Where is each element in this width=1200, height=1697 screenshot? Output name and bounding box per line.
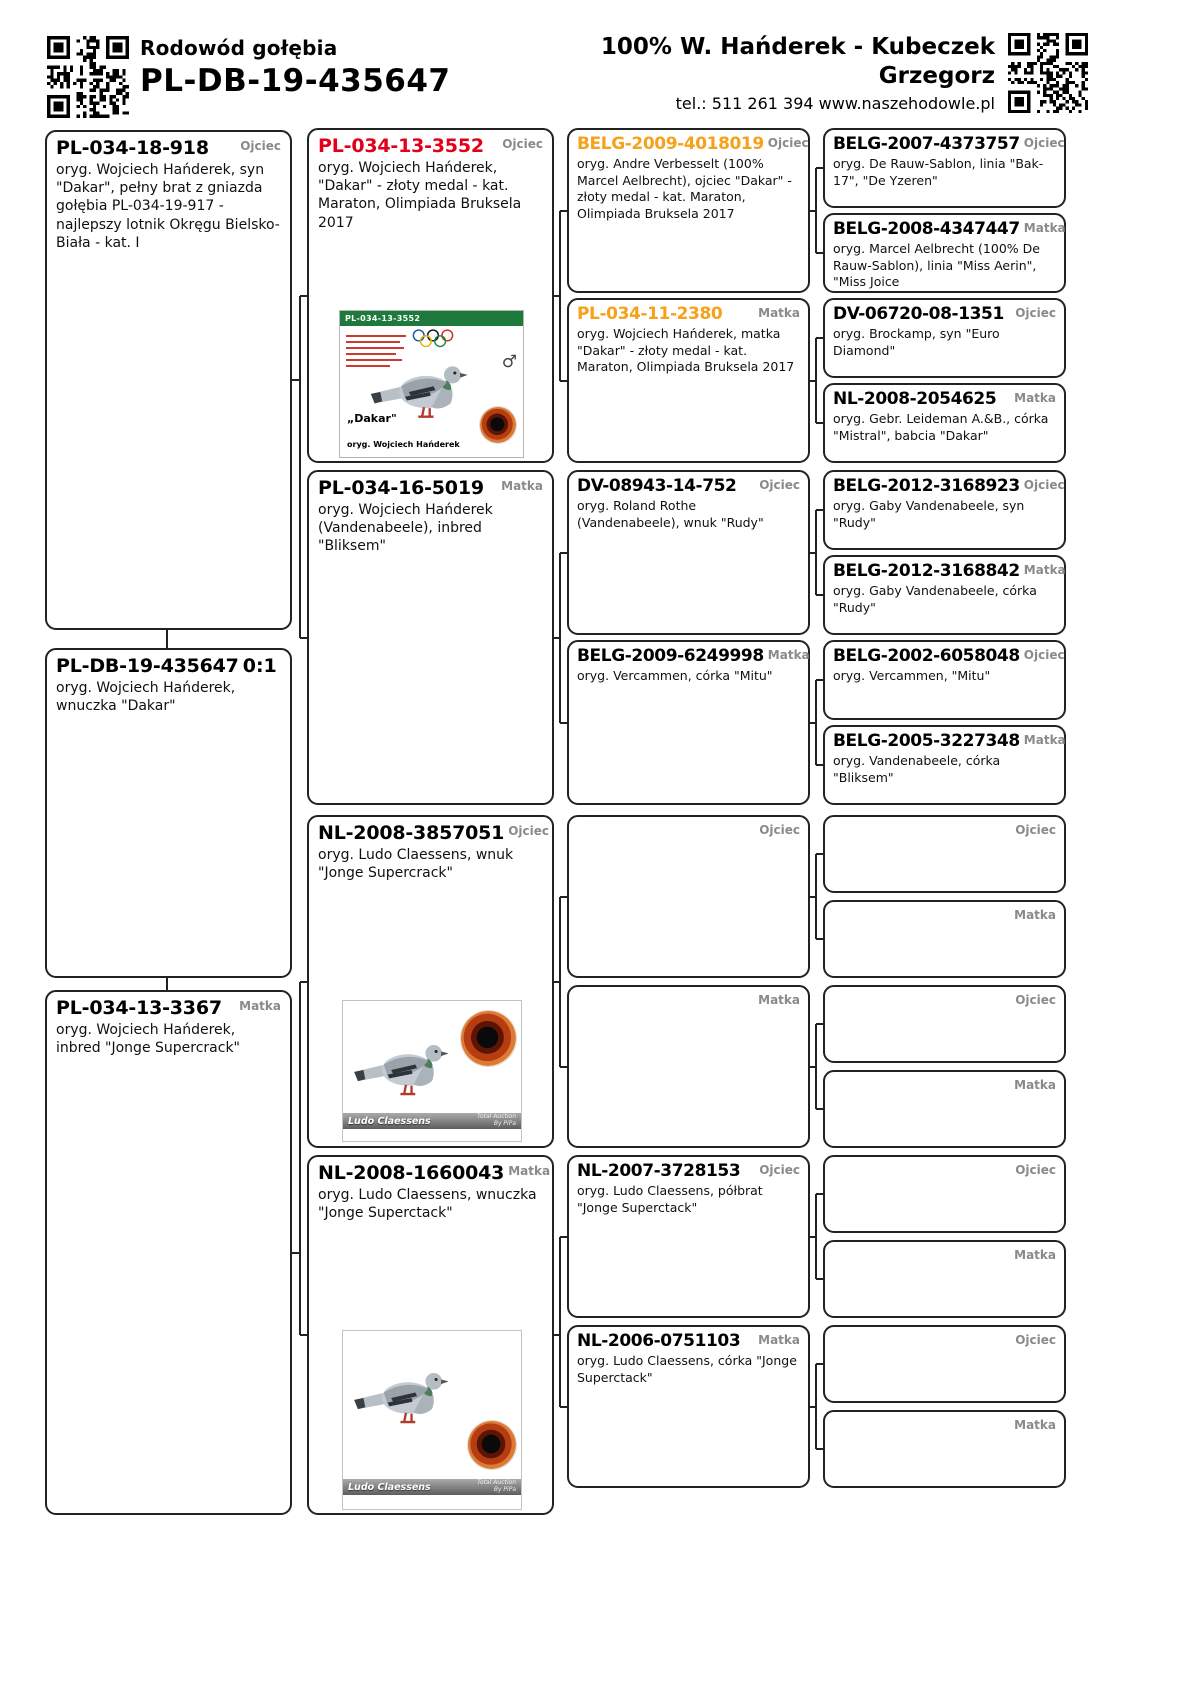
pigeon-photo-card bbox=[339, 310, 524, 458]
pigeon-description: oryg. Gaby Vandenabeele, córka "Rudy" bbox=[833, 583, 1037, 615]
ring-number: PL-034-18-918 bbox=[56, 137, 209, 159]
role-label: Ojciec bbox=[759, 823, 800, 837]
pedigree-box-g3-1 bbox=[567, 128, 810, 293]
pedigree-box-g2-1 bbox=[307, 128, 554, 463]
pigeon-description: oryg. Brockamp, syn "Euro Diamond" bbox=[833, 326, 1000, 358]
pedigree-box-subject bbox=[45, 648, 292, 978]
ring-number: BELG-2008-4347447 bbox=[833, 219, 1020, 239]
pigeon-description: oryg. Ludo Claessens, wnuczka "Jonge Superctack" bbox=[318, 1187, 537, 1222]
photo-brand-bar bbox=[343, 1479, 521, 1495]
pigeon-photo bbox=[347, 1033, 465, 1107]
pigeon-photo-card bbox=[342, 1000, 522, 1142]
role-label: Ojciec bbox=[1015, 1163, 1056, 1177]
role-label: Matka bbox=[239, 999, 281, 1013]
pigeon-description: oryg. Wojciech Hańderek, inbred "Jonge Supercrack" bbox=[56, 1022, 240, 1057]
pigeon-description: oryg. Ludo Claessens, półbrat "Jonge Superctack" bbox=[577, 1183, 763, 1215]
pedigree-box-g4-4 bbox=[823, 383, 1066, 463]
pigeon-photo-card bbox=[342, 1330, 522, 1510]
auction-text bbox=[477, 1114, 516, 1128]
role-label: Ojciec bbox=[240, 139, 281, 153]
ring-number: BELG-2012-3168842 bbox=[833, 561, 1020, 581]
auction-text bbox=[477, 1480, 516, 1494]
pedigree-box-g2-3 bbox=[307, 815, 554, 1148]
pedigree-box-g4-5 bbox=[823, 470, 1066, 550]
pigeon-description: oryg. Wojciech Hańderek, matka "Dakar" - złoty medal - kat. Maraton, Olimpiada Bruksela 2017 bbox=[577, 326, 795, 374]
breeder-contact: tel.: 511 261 394 www.naszehodowle.pl bbox=[675, 94, 995, 114]
pedigree-box-g4-2 bbox=[823, 213, 1066, 293]
pedigree-box-g4-12 bbox=[823, 1070, 1066, 1148]
pigeon-description: oryg. Vandenabeele, córka "Bliksem" bbox=[833, 753, 1001, 785]
role-label: Ojciec bbox=[759, 1163, 800, 1177]
pigeon-eye-photo bbox=[468, 1421, 516, 1469]
role-label: Matka bbox=[1014, 1078, 1056, 1092]
role-label: Ojciec bbox=[1015, 1333, 1056, 1347]
ring-number: BELG-2002-6058048 bbox=[833, 646, 1020, 666]
pedigree-box-g3-3 bbox=[567, 470, 810, 635]
pedigree-box-g4-11 bbox=[823, 985, 1066, 1063]
pigeon-description: oryg. Andre Verbesselt (100% Marcel Aelbrecht), ojciec "Dakar" - złoty medal - kat. Maraton, Olimpiada Bruksela 2017 bbox=[577, 156, 792, 221]
ring-number-link[interactable]: PL-034-13-3552 bbox=[318, 135, 484, 157]
pigeon-eye-photo bbox=[461, 1011, 516, 1066]
photo-caption: oryg. Wojciech Hańderek bbox=[347, 440, 460, 449]
auction-line2: By PiPa bbox=[493, 1486, 516, 1493]
ring-number: BELG-2009-6249998 bbox=[577, 646, 764, 666]
role-label: Ojciec bbox=[508, 824, 549, 838]
race-score: 0:1 bbox=[242, 655, 277, 677]
role-label: Matka bbox=[1014, 1248, 1056, 1262]
pedigree-box-g4-9 bbox=[823, 815, 1066, 893]
breeder-name: Ludo Claessens bbox=[348, 1481, 431, 1493]
role-label: Ojciec bbox=[759, 478, 800, 492]
role-label: Ojciec bbox=[1015, 306, 1056, 320]
pedigree-box-g4-16 bbox=[823, 1410, 1066, 1488]
role-label: Ojciec bbox=[502, 137, 543, 151]
auction-line2: By PiPa bbox=[493, 1120, 516, 1127]
pedigree-box-g3-6 bbox=[567, 985, 810, 1148]
ring-number: BELG-2012-3168923 bbox=[833, 476, 1020, 496]
pigeon-description: oryg. Wojciech Hańderek, syn "Dakar", pełny brat z gniazda gołębia PL-034-19-917 - najlepszy lotnik Okręgu Bielsko-Biała - kat. I bbox=[56, 162, 280, 251]
document-type-title: Rodowód gołębia bbox=[140, 36, 338, 60]
role-label: Ojciec bbox=[1015, 993, 1056, 1007]
role-label: Matka bbox=[758, 306, 800, 320]
pedigree-box-g2-4 bbox=[307, 1155, 554, 1515]
ring-number: PL-034-13-3367 bbox=[56, 997, 222, 1019]
ring-number: NL-2008-2054625 bbox=[833, 389, 997, 409]
role-label: Matka bbox=[1023, 221, 1066, 235]
pedigree-box-mother bbox=[45, 990, 292, 1515]
role-label: Matka bbox=[501, 479, 543, 493]
pigeon-name: „Dakar" bbox=[347, 412, 397, 425]
breeder-name: Ludo Claessens bbox=[348, 1115, 431, 1127]
ring-number: NL-2007-3728153 bbox=[577, 1161, 741, 1181]
role-label: Matka bbox=[758, 993, 800, 1007]
ring-number-link[interactable]: BELG-2009-4018019 bbox=[577, 134, 764, 154]
role-label: Matka bbox=[758, 1333, 800, 1347]
breeder-name-line1: 100% W. Hańderek - Kubeczek bbox=[600, 34, 995, 60]
pedigree-box-g4-13 bbox=[823, 1155, 1066, 1233]
pedigree-box-g4-3 bbox=[823, 298, 1066, 378]
breeder-name-line2: Grzegorz bbox=[878, 63, 995, 90]
auction-line1: Total Auction bbox=[477, 1113, 516, 1121]
pigeon-description: oryg. Ludo Claessens, córka "Jonge Superctack" bbox=[577, 1353, 797, 1385]
pedigree-box-g4-7 bbox=[823, 640, 1066, 720]
role-label: Matka bbox=[1014, 391, 1056, 405]
role-label: Ojciec bbox=[1023, 136, 1065, 150]
ring-number: DV-06720-08-1351 bbox=[833, 304, 1004, 324]
photo-card-title: PL-034-13-3552 bbox=[340, 311, 523, 326]
ring-number: NL-2008-1660043 bbox=[318, 1162, 505, 1184]
pigeon-description: oryg. De Rauw-Sablon, linia "Bak-17", "De Yzeren" bbox=[833, 156, 1044, 188]
role-label: Matka bbox=[1014, 1418, 1056, 1432]
ring-number: BELG-2007-4373757 bbox=[833, 134, 1020, 154]
pedigree-box-g3-2 bbox=[567, 298, 810, 463]
role-label: Matka bbox=[1014, 908, 1056, 922]
pigeon-description: oryg. Ludo Claessens, wnuk "Jonge Supercrack" bbox=[318, 847, 514, 882]
pedigree-box-g4-14 bbox=[823, 1240, 1066, 1318]
pigeon-photo bbox=[347, 1361, 465, 1435]
pigeon-description: oryg. Gebr. Leideman A.&B., córka "Mistral", babcia "Dakar" bbox=[833, 411, 1049, 443]
pedigree-box-g4-6 bbox=[823, 555, 1066, 635]
role-label: Ojciec bbox=[1023, 648, 1065, 662]
ring-number: NL-2006-0751103 bbox=[577, 1331, 741, 1351]
role-label: Matka bbox=[1023, 733, 1066, 747]
pigeon-description: oryg. Vercammen, córka "Mitu" bbox=[577, 668, 773, 683]
pigeon-description: oryg. Wojciech Hańderek, "Dakar" - złoty medal - kat. Maraton, Olimpiada Bruksela 2017 bbox=[318, 160, 522, 231]
ring-number: NL-2008-3857051 bbox=[318, 822, 505, 844]
role-label: Ojciec bbox=[767, 136, 809, 150]
ring-number-link[interactable]: PL-034-11-2380 bbox=[577, 304, 723, 324]
pedigree-box-g3-8 bbox=[567, 1325, 810, 1488]
pedigree-box-g4-10 bbox=[823, 900, 1066, 978]
pedigree-box-g4-8 bbox=[823, 725, 1066, 805]
pedigree-box-g2-2 bbox=[307, 470, 554, 805]
olympic-rings-icon bbox=[410, 329, 456, 349]
ring-number: PL-034-16-5019 bbox=[318, 477, 484, 499]
role-label: Matka bbox=[767, 648, 810, 662]
ring-number: DV-08943-14-752 bbox=[577, 476, 737, 496]
photo-brand-bar bbox=[343, 1113, 521, 1129]
role-label: Matka bbox=[508, 1164, 551, 1178]
pedigree-box-g3-4 bbox=[567, 640, 810, 805]
pigeon-description: oryg. Roland Rothe (Vandenabeele), wnuk "Rudy" bbox=[577, 498, 764, 530]
pedigree-box-father bbox=[45, 130, 292, 630]
ring-number: PL-DB-19-435647 bbox=[56, 655, 239, 677]
pigeon-eye-photo bbox=[480, 407, 516, 443]
auction-line1: Total Auction bbox=[477, 1479, 516, 1487]
pigeon-description: oryg. Marcel Aelbrecht (100% De Rauw-Sablon), linia "Miss Aerin", "Miss Joice bbox=[833, 241, 1040, 289]
pedigree-box-g3-5 bbox=[567, 815, 810, 978]
male-symbol: ♂ bbox=[501, 352, 517, 372]
pedigree-box-g4-15 bbox=[823, 1325, 1066, 1403]
role-label: Matka bbox=[1023, 563, 1066, 577]
subject-ring-title: PL-DB-19-435647 bbox=[140, 63, 451, 99]
pigeon-description: oryg. Gaby Vandenabeele, syn "Rudy" bbox=[833, 498, 1025, 530]
pedigree-box-g3-7 bbox=[567, 1155, 810, 1318]
pigeon-description: oryg. Wojciech Hańderek, wnuczka "Dakar" bbox=[56, 680, 236, 715]
role-label: Ojciec bbox=[1015, 823, 1056, 837]
pigeon-description: oryg. Wojciech Hańderek (Vandenabeele), inbred "Bliksem" bbox=[318, 502, 493, 555]
ring-number: BELG-2005-3227348 bbox=[833, 731, 1020, 751]
pedigree-box-g4-1 bbox=[823, 128, 1066, 208]
pigeon-description: oryg. Vercammen, "Mitu" bbox=[833, 668, 991, 683]
role-label: Ojciec bbox=[1023, 478, 1065, 492]
